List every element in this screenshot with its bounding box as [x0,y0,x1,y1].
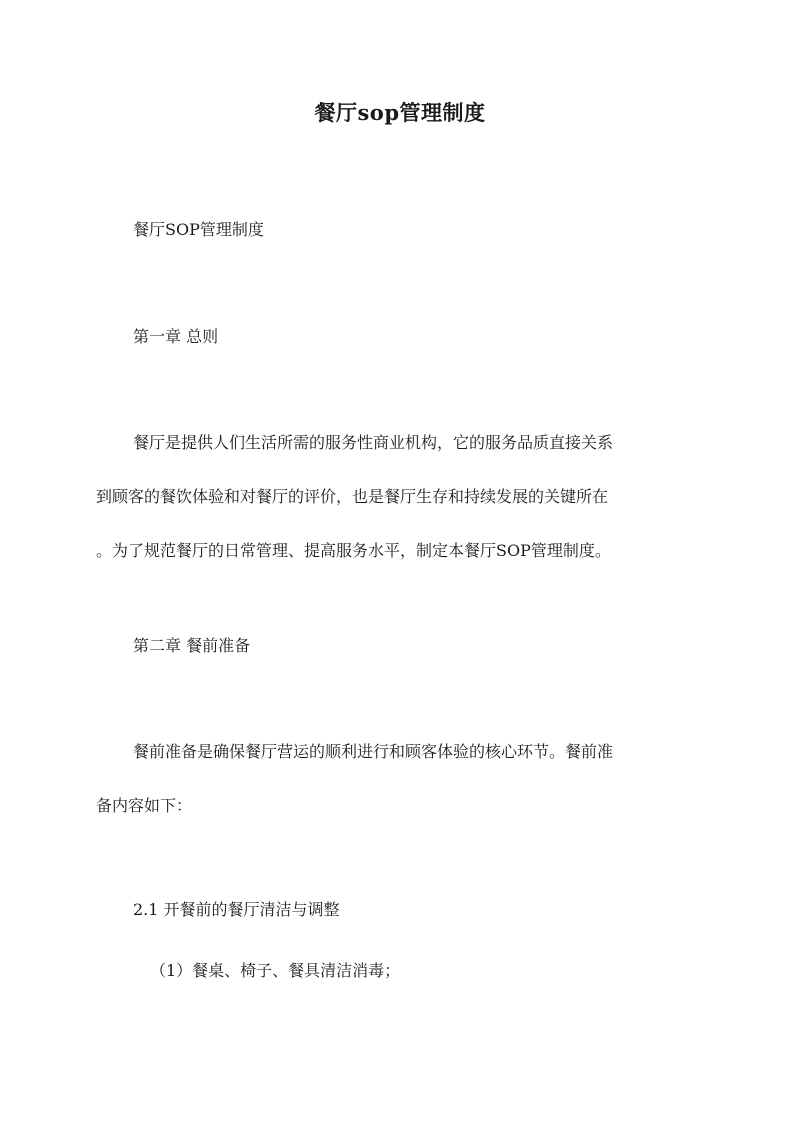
paragraph-line: 备内容如下： [96,796,193,815]
paragraph-line: 到顾客的餐饮体验和对餐厅的评价，也是餐厅生存和持续发展的关键所在 [96,487,609,506]
document-title: 餐厅sop管理制度 [314,100,486,125]
section-2-1-heading: 2.1 开餐前的餐厅清洁与调整 [133,900,340,919]
paragraph-line: 。为了规范餐厅的日常管理、提高服务水平，制定本餐厅SOP管理制度。 [96,541,611,560]
chapter-2-paragraph [96,743,706,815]
chapter-1-heading: 第一章 总则 [133,327,219,346]
document-heading: 餐厅SOP管理制度 [133,220,264,239]
list-item: （1）餐桌、椅子、餐具清洁消毒； [150,961,401,980]
chapter-1-paragraph [96,434,706,560]
chapter-2-heading: 第二章 餐前准备 [133,636,251,655]
paragraph-line: 餐厅是提供人们生活所需的服务性商业机构，它的服务品质直接关系 [133,433,614,452]
paragraph-line: 餐前准备是确保餐厅营运的顺利进行和顾客体验的核心环节。餐前准 [133,742,614,761]
